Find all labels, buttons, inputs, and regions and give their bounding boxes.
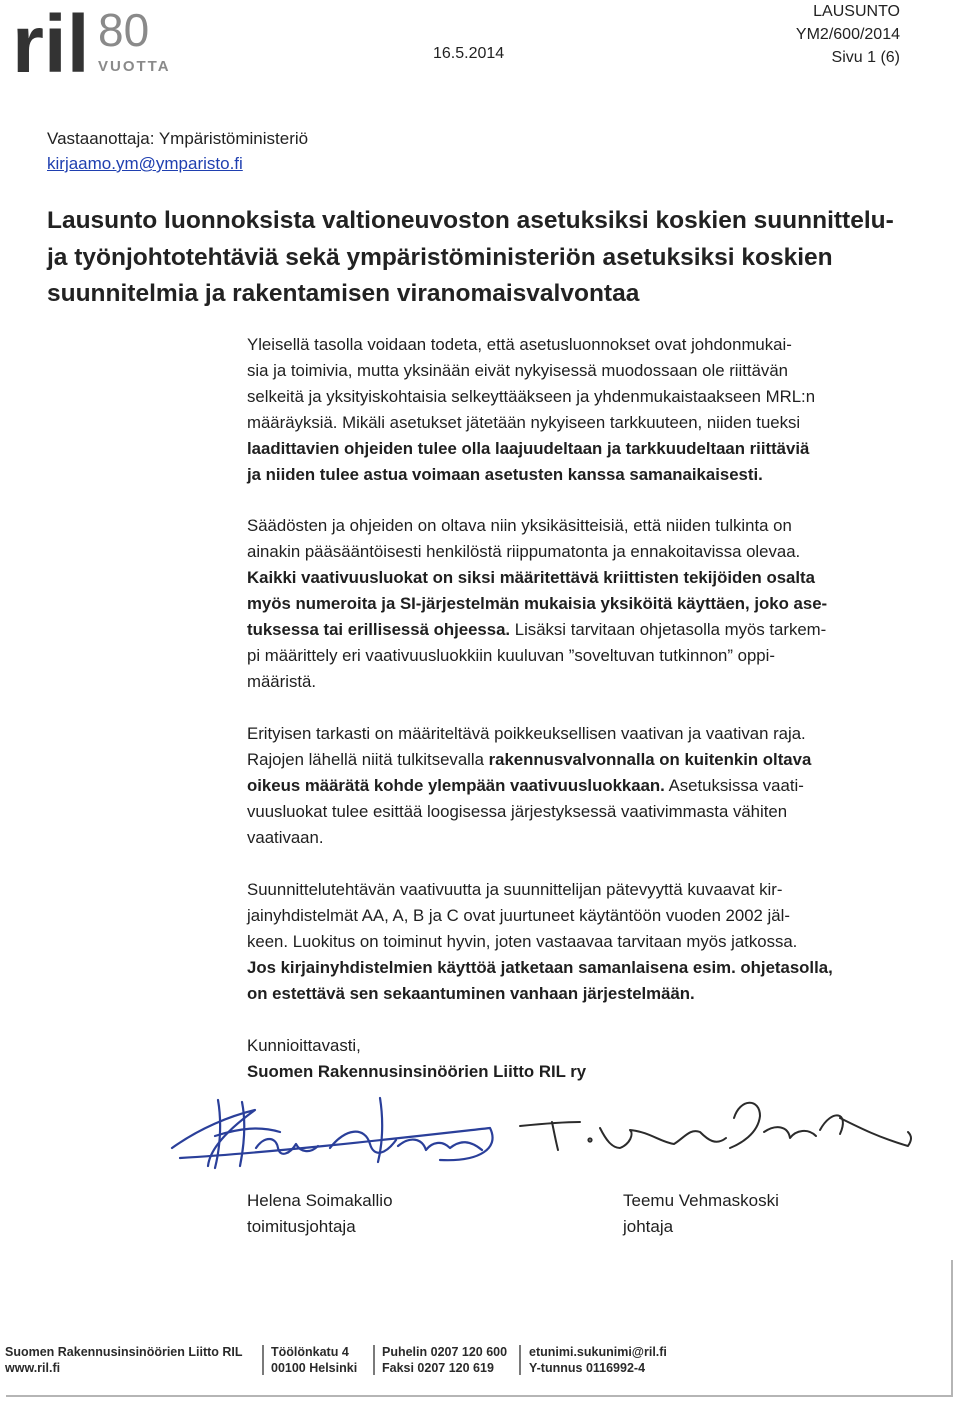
doc-reference: YM2/600/2014 <box>795 26 900 43</box>
text-line: selkeitä ja yksityiskohtaisia selkeyttääkseen ja yhdenmukaistaakseen MRL:n <box>247 387 816 406</box>
text-segment: Lisäksi tarvitaan ohjetasolla myös tarkem- <box>510 620 827 639</box>
document-title <box>47 203 917 313</box>
signer-role: johtaja <box>623 1217 674 1236</box>
text-line-bold: Kaikki vaativuusluokat on siksi määritettävä kriittisten tekijöiden osalta <box>247 568 815 587</box>
signer-role: toimitusjohtaja <box>247 1217 356 1236</box>
signer-name: Teemu Vehmaskoski <box>623 1191 779 1210</box>
text-line: vaativaan. <box>247 828 324 847</box>
footer-phone-fax <box>382 1344 507 1376</box>
footer-separator <box>262 1345 264 1375</box>
paragraph-4 <box>247 877 907 1007</box>
footer-website: www.ril.fi <box>5 1361 61 1375</box>
doc-date: 16.5.2014 <box>433 45 505 62</box>
footer-contact <box>529 1344 667 1376</box>
closing-greeting: Kunnioittavasti, <box>247 1036 361 1055</box>
signer-2 <box>623 1188 779 1240</box>
text-segment-bold: tuksessa tai erillisessä ohjeessa. <box>247 620 511 639</box>
text-line-bold: laadittavien ohjeiden tulee olla laajuudeltaan ja tarkkuudeltaan riittäviä <box>247 439 810 458</box>
doc-type: LAUSUNTO <box>813 3 900 20</box>
signatures <box>160 1088 920 1178</box>
doc-header <box>796 0 900 69</box>
footer-fax: Faksi 0207 120 619 <box>382 1361 494 1375</box>
signature-teemu <box>520 1103 911 1150</box>
paragraph-2 <box>247 513 907 695</box>
closing-organization: Suomen Rakennusinsinöörien Liitto RIL ry <box>247 1062 587 1081</box>
ril-80-logo <box>12 0 171 90</box>
title-line: ja työnjohtotehtäviä sekä ympäristöministeriön asetuksiksi koskien <box>47 243 833 271</box>
footer-org-name: Suomen Rakennusinsinöörien Liitto RIL <box>5 1345 243 1359</box>
footer-separator <box>519 1345 521 1375</box>
text-line: ainakin pääsääntöisesti henkilöstä riippumatonta ja ennakoitavissa olevaa. <box>247 542 801 561</box>
paragraph-1 <box>247 332 907 488</box>
footer-address <box>271 1344 357 1376</box>
text-segment-bold: rakennusvalvonnalla on kuitenkin oltava <box>488 750 812 769</box>
text-line-bold: Jos kirjainyhdistelmien käyttöä jatketaan samanlaisena esim. ohjetasolla, <box>247 958 833 977</box>
footer-email: etunimi.sukunimi@ril.fi <box>529 1345 667 1359</box>
text-line: jainyhdistelmät AA, A, B ja C ovat juurtuneet käytäntöön vuoden 2002 jäl- <box>247 906 790 925</box>
signer-1 <box>247 1188 393 1240</box>
footer-org <box>5 1344 243 1376</box>
signature-drawings <box>160 1088 920 1178</box>
footer-phone: Puhelin 0207 120 600 <box>382 1345 508 1359</box>
title-line: Lausunto luonnoksista valtioneuvoston asetuksiksi koskien suunnittelu- <box>47 207 894 234</box>
text-line-bold: ja niiden tulee astua voimaan asetusten kanssa samanaikaisesti. <box>247 465 763 484</box>
signer-name: Helena Soimakallio <box>247 1191 393 1210</box>
closing-block <box>247 1033 907 1085</box>
text-line: Yleisellä tasolla voidaan todeta, että asetusluonnokset ovat johdonmukai- <box>247 335 792 354</box>
text-line: pi määrittely eri vaativuusluokkiin kuuluvan ”soveltuvan tutkinnon” oppi- <box>247 646 775 665</box>
paragraph-3 <box>247 721 907 851</box>
footer-city: 00100 Helsinki <box>271 1361 358 1375</box>
logo-number: 80 <box>98 4 150 56</box>
title-line: suunnitelmia ja rakentamisen viranomaisvalvontaa <box>47 280 640 307</box>
footer-separator <box>373 1345 375 1375</box>
footer-business-id: Y-tunnus 0116992-4 <box>529 1361 646 1375</box>
text-line: vuusluokat tulee esittää loogisessa järjestyksessä vaativimmasta vähiten <box>247 802 788 821</box>
text-line-bold: myös numeroita ja SI-järjestelmän mukaisia yksiköitä käyttäen, joko ase- <box>247 594 828 613</box>
text-line: määristä. <box>247 672 317 691</box>
text-line: Erityisen tarkasti on määriteltävä poikkeuksellisen vaativan ja vaativan raja. <box>247 724 806 743</box>
text-line: Suunnittelutehtävän vaativuutta ja suunnittelijan pätevyyttä kuvaavat kir- <box>247 880 783 899</box>
recipient-email-link[interactable]: kirjaamo.ym@ymparisto.fi <box>47 154 243 173</box>
recipient-block <box>47 126 308 176</box>
logo-subtitle: VUOTTA <box>98 58 171 75</box>
text-line-bold: on estettävä sen sekaantuminen vanhaan järjestelmään. <box>247 984 695 1003</box>
text-line: Säädösten ja ohjeiden on oltava niin yksikäsitteisiä, että niiden tulkinta on <box>247 516 792 535</box>
page-footer <box>0 1258 960 1405</box>
logo-letters: ril <box>12 0 90 90</box>
text-line: sia ja toimivia, mutta yksinään eivät nykyisessä muodossaan ole riittävän <box>247 361 788 380</box>
text-line: määräyksiä. Mikäli asetukset jätetään nykyiseen tarkkuuteen, niiden tueksi <box>247 413 801 432</box>
recipient-label: Vastaanottaja: Ympäristöministeriö <box>47 129 309 148</box>
signature-helena <box>172 1098 493 1168</box>
footer-frame <box>0 1258 960 1405</box>
page-number: Sivu 1 (6) <box>831 49 900 66</box>
text-segment-bold: oikeus määrätä kohde ylempään vaativuusluokkaan. <box>247 776 665 795</box>
footer-street: Töölönkatu 4 <box>271 1345 349 1359</box>
text-segment: Asetuksissa vaati- <box>664 776 804 795</box>
text-segment: Rajojen lähellä niitä tulkitsevalla <box>247 750 489 769</box>
text-line: keen. Luokitus on toiminut hyvin, joten vastaavaa tarvitaan myös jatkossa. <box>247 932 798 951</box>
